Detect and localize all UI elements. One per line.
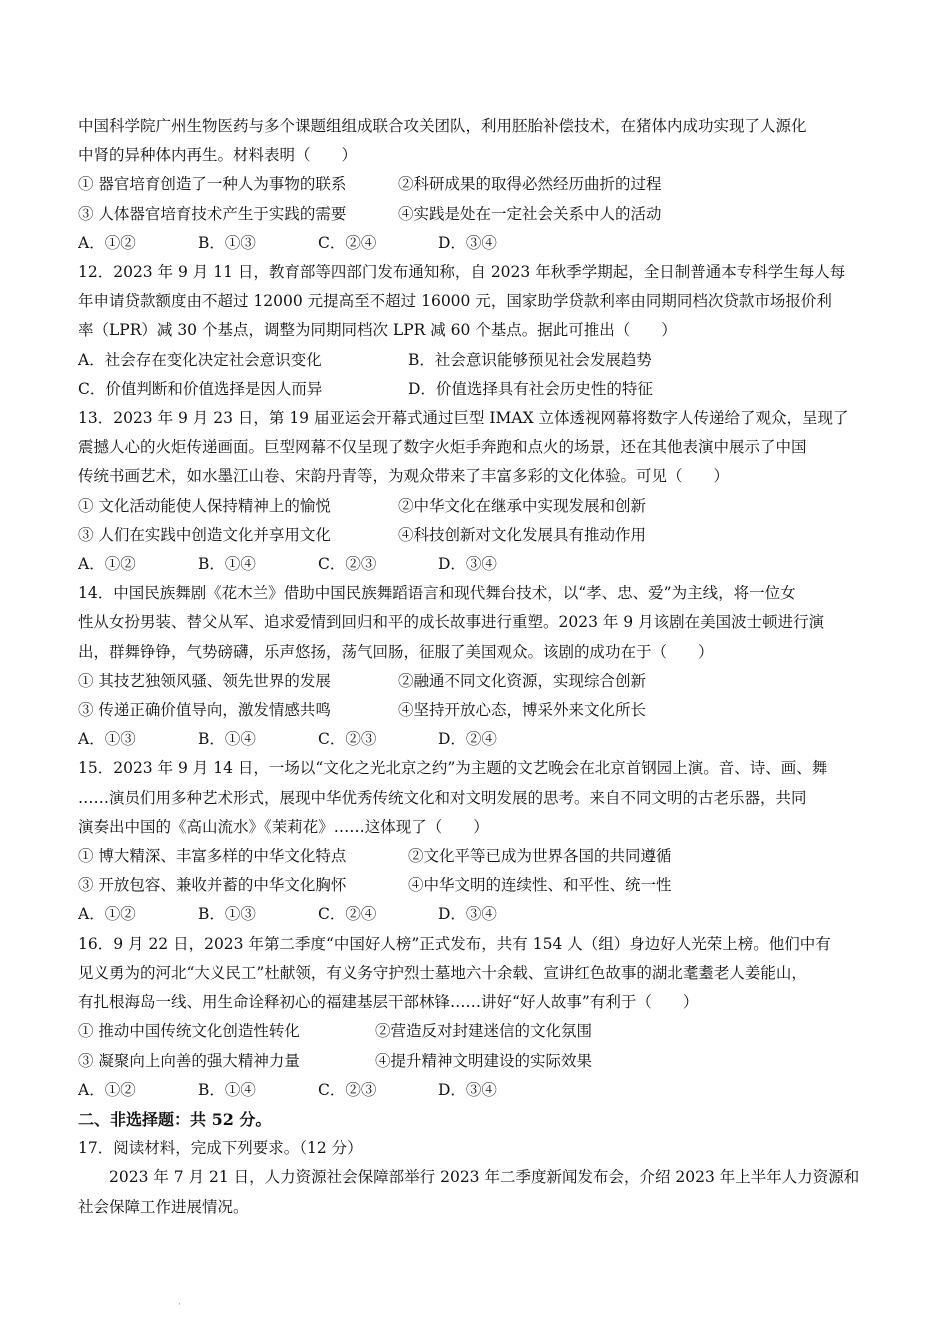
footer-mark: ·: [178, 1300, 181, 1310]
choice-b: B．①④: [198, 1080, 256, 1099]
option-b: B．社会意识能够预见社会发展趋势: [408, 350, 652, 369]
question-13: [78, 404, 878, 579]
choices-row: [78, 1076, 878, 1105]
section-heading: 二、非选择题：共 52 分。: [78, 1109, 272, 1129]
stem-line: 12．2023 年 9 月 11 日，教育部等四部门发布通知称，自 2023 年秋季学期起，全日制普通本专科学生每人每: [78, 263, 846, 282]
statement: ① 推动中国传统文化创造性转化: [78, 1022, 300, 1041]
choice-b: B．①③: [198, 233, 256, 252]
question-14: [78, 579, 878, 754]
statement-row: [78, 521, 878, 550]
option-c: C．价值判断和价值选择是因人而异: [78, 379, 323, 398]
stem-line: 13．2023 年 9 月 23 日，第 19 届亚运会开幕式通过巨型 IMAX 立体透视网幕将数字人传递给了观众，呈现了: [78, 409, 849, 428]
question-17-stem: 17．阅读材料，完成下列要求。（12 分）: [78, 1139, 363, 1158]
choice-d: D．③④: [438, 905, 497, 924]
choice-a: A．①②: [78, 233, 136, 252]
statement: ③ 传递正确价值导向，激发情感共鸣: [78, 701, 331, 720]
stem-line: 震撼人心的火炬传递画面。巨型网幕不仅呈现了数字火炬手奔跑和点火的场景，还在其他表演中展示了中国: [78, 438, 807, 457]
statement-row: [78, 170, 878, 199]
choices-row: [78, 900, 878, 929]
choice-a: A．①②: [78, 1080, 136, 1099]
statement: ③ 人们在实践中创造文化并享用文化: [78, 525, 331, 544]
statement-row: [78, 696, 878, 725]
statement: ④坚持开放心态，博采外来文化所长: [398, 701, 647, 720]
question-15: [78, 754, 878, 929]
statement: ③ 凝聚向上向善的强大精神力量: [78, 1051, 300, 1070]
question-12: [78, 258, 878, 404]
choice-a: A．①③: [78, 730, 136, 749]
stem-line: 中肾的异种体内再生。材料表明（ ）: [78, 146, 358, 165]
stem-line: 16．9 月 22 日，2023 年第二季度“中国好人榜”正式发布，共有 154 人（组）身边好人光荣上榜。他们中有: [78, 934, 831, 953]
choice-d: D．②④: [438, 730, 497, 749]
statement: ②中华文化在继承中实现发展和创新: [398, 496, 647, 515]
choice-b: B．①③: [198, 905, 256, 924]
choice-c: C．②③: [318, 555, 377, 574]
statement: ④中华文明的连续性、和平性、统一性: [408, 876, 672, 895]
statement: ②科研成果的取得必然经历曲折的过程: [398, 175, 662, 194]
statement: ① 文化活动能使人保持精神上的愉悦: [78, 496, 331, 515]
stem-line: 中国科学院广州生物医药与多个课题组组成联合攻关团队，利用胚胎补偿技术，在猪体内成功实现了人源化: [78, 117, 807, 135]
statement: ②融通不同文化资源，实现综合创新: [398, 671, 647, 690]
question-11-continued: [78, 112, 878, 258]
statement-row: [78, 200, 878, 229]
statement: ③ 开放包容、兼收并蓄的中华文化胸怀: [78, 876, 347, 895]
statement-row: [78, 1047, 878, 1076]
options-row: [78, 375, 878, 404]
stem-line: 见义勇为的河北“大义民工”杜献领，有义务守护烈士墓地六十余载、宣讲红色故事的湖北耄耋老人姜能山，: [78, 963, 807, 982]
section-non-choice: [78, 1105, 878, 1222]
statement-row: [78, 1017, 878, 1046]
statement: ① 博大精深、丰富多样的中华文化特点: [78, 847, 347, 866]
choice-c: C．②④: [318, 905, 377, 924]
stem-line: 15．2023 年 9 月 14 日，一场以“文化之光北京之约”为主题的文艺晚会在北京首钢园上演。音、诗、画、舞: [78, 759, 828, 778]
statement: ③ 人体器官培育技术产生于实践的需要: [78, 204, 347, 223]
choice-d: D．③④: [438, 555, 497, 574]
statement: ④科技创新对文化发展具有推动作用: [398, 525, 647, 544]
stem-line: 性从女扮男装、替父从军、追求爱情到回归和平的成长故事进行重塑。2023 年 9 月该剧在美国波士顿进行演: [78, 613, 825, 632]
stem-line: 率（LPR）减 30 个基点，调整为同期同档次 LPR 减 60 个基点。据此可推出（ ）: [78, 321, 677, 340]
choices-row: [78, 229, 878, 258]
question-16: [78, 930, 878, 1105]
options-row: [78, 346, 878, 375]
choice-a: A．①②: [78, 905, 136, 924]
statement: ②营造反对封建迷信的文化氛围: [375, 1022, 593, 1041]
stem-line: 出，群舞铮铮，气势磅礴，乐声悠扬，荡气回肠，征服了美国观众。该剧的成功在于（ ）: [78, 642, 714, 661]
option-a: A．社会存在变化决定社会意识变化: [78, 350, 322, 369]
choice-a: A．①②: [78, 555, 136, 574]
statement-row: [78, 842, 878, 871]
statement: ① 其技艺独领风骚、领先世界的发展: [78, 671, 331, 690]
choice-c: C．②④: [318, 233, 377, 252]
material-line: 社会保障工作进展情况。: [78, 1197, 249, 1216]
stem-line: 演奏出中国的《高山流水》《茉莉花》……这体现了（ ）: [78, 817, 489, 836]
choices-row: [78, 550, 878, 579]
choice-b: B．①④: [198, 730, 256, 749]
choice-c: C．②③: [318, 1080, 377, 1099]
choice-d: D．③④: [438, 233, 497, 252]
statement: ① 器官培育创造了一种人为事物的联系: [78, 175, 347, 194]
stem-line: 有扎根海岛一线、用生命诠释初心的福建基层干部林锋……讲好“好人故事”有利于（ ）: [78, 993, 699, 1012]
choice-b: B．①④: [198, 555, 256, 574]
choice-c: C．②③: [318, 730, 377, 749]
statement-row: [78, 667, 878, 696]
choices-row: [78, 725, 878, 754]
stem-line: 传统书画艺术，如水墨江山卷、宋韵丹青等，为观众带来了丰富多彩的文化体验。可见（ ）: [78, 467, 730, 486]
statement: ②文化平等已成为世界各国的共同遵循: [408, 847, 672, 866]
option-d: D．价值选择具有社会历史性的特征: [408, 379, 653, 398]
statement: ④实践是处在一定社会关系中人的活动: [398, 204, 662, 223]
material-line: 2023 年 7 月 21 日，人力资源社会保障部举行 2023 年二季度新闻发布会，介绍 2023 年上半年人力资源和: [109, 1168, 860, 1187]
statement-row: [78, 871, 878, 900]
stem-line: 14．中国民族舞剧《花木兰》借助中国民族舞蹈语言和现代舞台技术，以“孝、忠、爱”为主线，将一位女: [78, 584, 796, 603]
exam-content: [78, 112, 878, 1222]
choice-d: D．③④: [438, 1080, 497, 1099]
stem-line: 年申请贷款额度由不超过 12000 元提高至不超过 16000 元，国家助学贷款利率由同期同档次贷款市场报价利: [78, 292, 832, 311]
stem-line: ……演员们用多种艺术形式，展现中华优秀传统文化和对文明发展的思考。来自不同文明的古老乐器，共同: [78, 788, 807, 807]
statement-row: [78, 492, 878, 521]
statement: ④提升精神文明建设的实际效果: [375, 1051, 593, 1070]
